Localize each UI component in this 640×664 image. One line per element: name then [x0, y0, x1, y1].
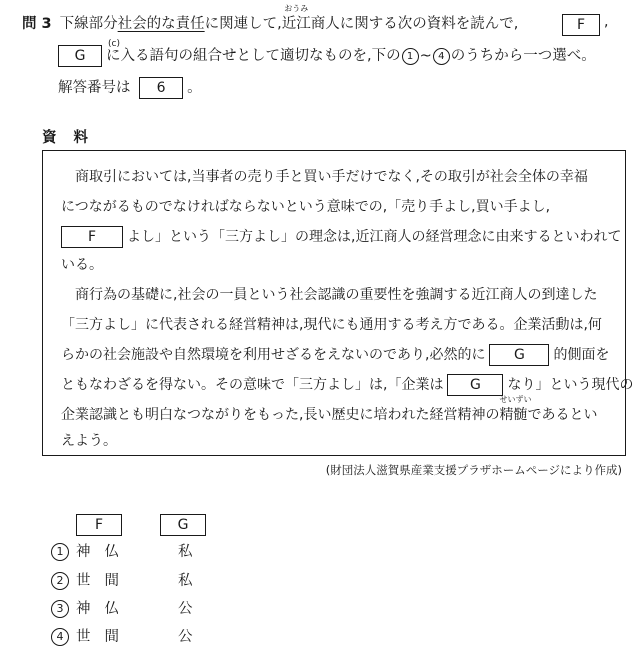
choice-4-f: 世間 — [76, 629, 133, 645]
material-line-5: 商行為の基礎に,社会の一員という社会認識の重要性を強調する近江商人の到達した — [75, 287, 598, 303]
answer-number-box: 6 — [139, 77, 183, 99]
ruby-reading-seizui: せいずい — [499, 395, 532, 404]
material-blank-f: F — [61, 226, 123, 248]
blank-box-f: F — [562, 14, 600, 36]
material-line-10: えよう。 — [61, 433, 117, 449]
question-text-1c: 商人に関する次の資料を読んで, — [310, 16, 519, 32]
question-text-1b: に関連して, — [204, 16, 282, 32]
material-blank-g-1: G — [489, 344, 549, 366]
choice-1[interactable] — [50, 541, 193, 563]
choice-3-number: 3 — [51, 600, 69, 618]
choice-4-number: 4 — [51, 628, 69, 646]
material-line-8: ともなわざるを得ない。その意味で「三方よし」は,「企業は G なり」という現代の — [61, 373, 633, 397]
underlined-phrase: 社会的な責任 — [117, 16, 205, 32]
material-box — [42, 150, 634, 456]
material-line-6: 「三方よし」に代表される経営精神は,現代にも通用する考え方である。企業活動は,何 — [61, 317, 602, 333]
material-line-4: いる。 — [61, 257, 103, 273]
choice-circle-1: 1 — [402, 48, 419, 65]
question-text-3b: 。 — [187, 80, 202, 96]
material-title: 資 料 — [42, 130, 95, 146]
header-box-f: F — [76, 514, 122, 536]
question-line-2 — [58, 39, 596, 68]
choice-4[interactable] — [50, 626, 193, 648]
question-number: 問 3 — [22, 16, 52, 32]
material-line-3: F よし」という「三方よし」の理念は,近江商人の経営理念に由来するといわれて — [61, 225, 621, 249]
choice-1-number: 1 — [51, 543, 69, 561]
choice-2[interactable] — [50, 570, 193, 592]
question-text-2b: のうちから一つ選べ。 — [450, 48, 596, 64]
choice-2-g: 私 — [178, 573, 193, 589]
tilde: ~ — [419, 48, 432, 64]
marker-c: (c) — [108, 39, 120, 49]
choice-1-g: 私 — [178, 544, 193, 560]
material-line-2: につながるものでなければならないという意味での,「売り手よし,買い手よし, — [61, 199, 551, 215]
ruby-reading: おうみ — [284, 4, 309, 13]
ruby-word: おうみ 近江 — [281, 4, 311, 32]
comma: , — [604, 14, 609, 30]
choice-2-number: 2 — [51, 572, 69, 590]
question-text-2a: に入る語句の組合せとして適切なものを,下の — [106, 48, 401, 64]
blank-box-g: G — [58, 45, 102, 67]
choice-4-g: 公 — [178, 629, 193, 645]
question-text-1a: 下線部分 — [59, 16, 118, 32]
header-box-g: G — [160, 514, 206, 536]
question-line-3 — [58, 76, 202, 100]
choice-1-f: 神仏 — [76, 544, 133, 560]
ruby-word-seizui: せいずい 精髄 — [499, 395, 532, 423]
choice-3[interactable] — [50, 598, 193, 620]
question-text-3a: 解答番号は — [58, 80, 131, 96]
material-line-1: 商取引においては,当事者の売り手と買い手だけでなく,その取引が社会全体の幸福 — [75, 169, 588, 185]
material-line-7: らかの社会施設や自然環境を利用せざるをえないのであり,必然的に G 的側面を — [61, 343, 609, 367]
choice-3-f: 神仏 — [76, 601, 133, 617]
source-note: (財団法人滋賀県産業支援プラザホームページにより作成) — [325, 463, 622, 477]
question-line-1 — [22, 4, 519, 36]
material-blank-g-2: G — [447, 374, 503, 396]
choice-circle-4: 4 — [433, 48, 450, 65]
choice-3-g: 公 — [178, 601, 193, 617]
choice-2-f: 世間 — [76, 573, 133, 589]
material-line-9: 企業認識とも明白なつながりをもった,長い歴史に培われた経営精神の せいずい 精髄であるとい — [61, 403, 597, 427]
